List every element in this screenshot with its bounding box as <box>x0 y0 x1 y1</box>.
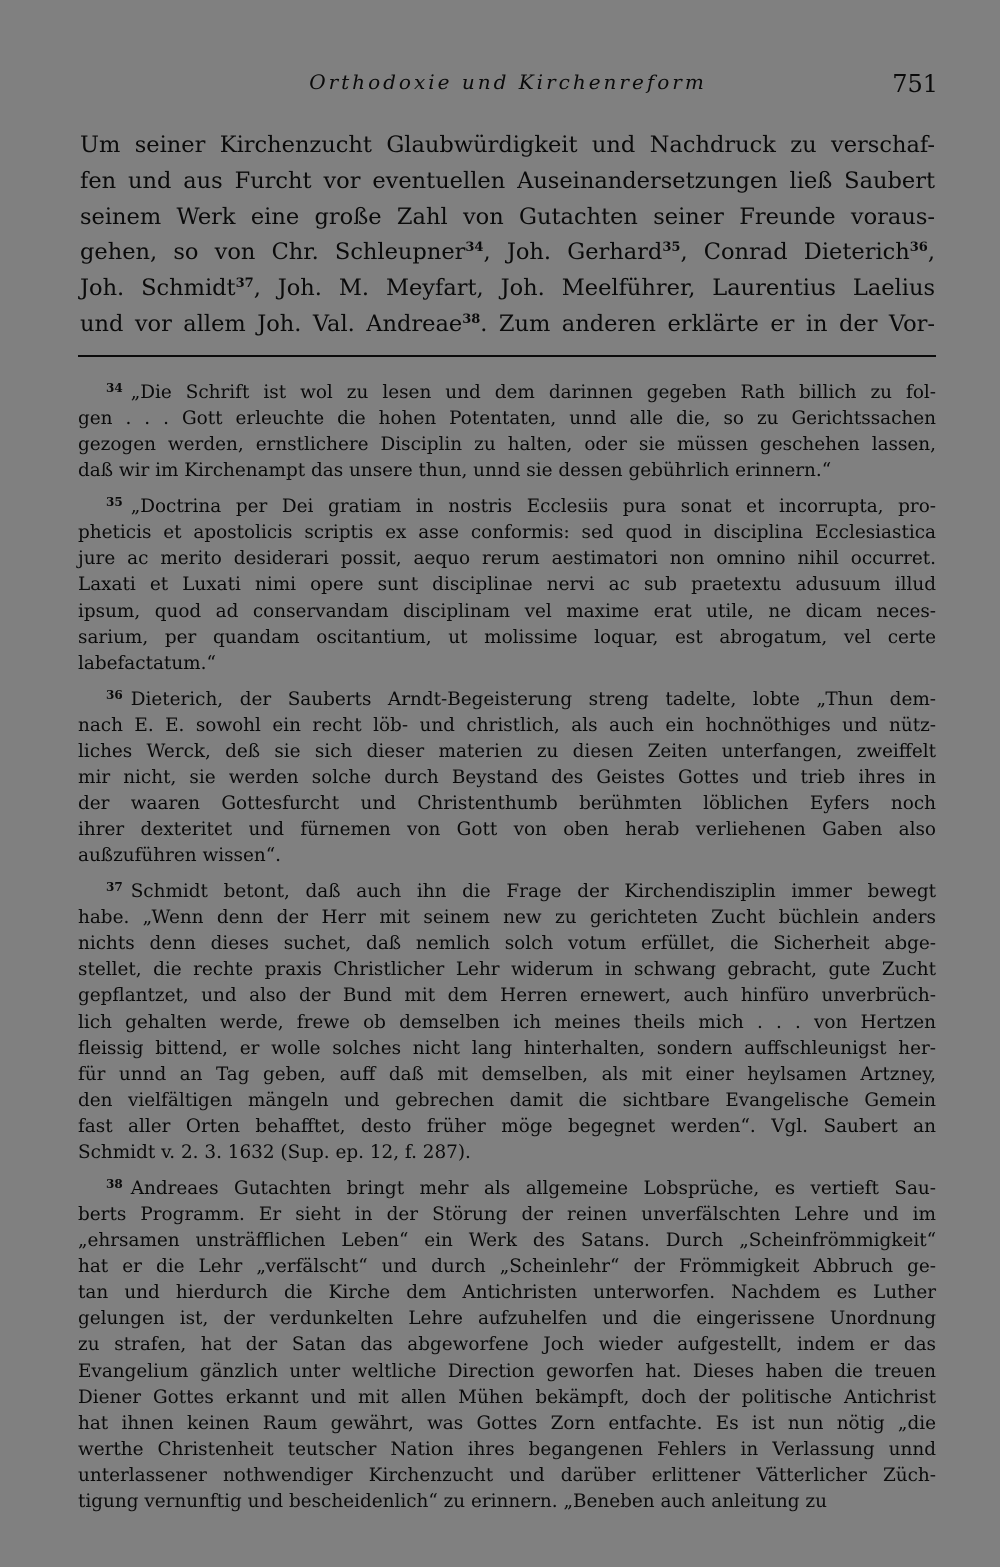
footnote-number: 35 <box>106 495 123 510</box>
footnote-line <box>78 931 936 957</box>
footnote-number: 36 <box>106 687 123 702</box>
footnote-text: gen . . . Gott erleuchte die hohen Potentaten, unnd alle die, so zu Gerichtssachen <box>78 408 936 430</box>
footnote-text: nichts denn dieses suchet, daß nemlich solch votum erfüllet, die Sicherheit abge- <box>78 933 936 955</box>
footnote-text: zu strafen, hat der Satan das abgeworfene Joch wieder aufgestellt, indem er das <box>78 1334 936 1356</box>
footnote-text: tan und hierdurch die Kirche dem Antichristen unterworfen. Nachdem es Luther <box>78 1282 936 1304</box>
footnote-line <box>78 625 936 651</box>
footnote-line <box>78 905 936 931</box>
footnote-text: daß wir im Kirchenampt das unsere thun, unnd sie dessen gebührlich erinnern.“ <box>78 460 832 482</box>
footnote-ref: 37 <box>235 276 254 292</box>
footnote-line <box>78 1437 936 1463</box>
body-text-run: , <box>927 239 935 266</box>
footnote-text: außzuführen wissen“. <box>78 845 281 867</box>
footnote <box>78 489 936 677</box>
footnote-line <box>78 739 936 765</box>
footnote-line <box>78 817 936 843</box>
footnote-text: „ehrsamen unsträfflichen Leben“ ein Werk des Satans. Durch „Scheinfrömmigkeit“ <box>78 1230 936 1252</box>
footnote-line <box>78 1254 936 1280</box>
footnote-line <box>78 406 936 432</box>
footnote-text: stellet, die rechte praxis Christlicher Lehr widerum in schwang gebracht, gute Zucht <box>78 959 936 981</box>
footnote-text: fast aller Orten behafftet, desto früher möge begegnet werden“. Vgl. Saubert an <box>78 1115 936 1137</box>
footnote <box>78 375 936 484</box>
footnote-line <box>78 1280 936 1306</box>
footnote-text: gezogen werden, ernstlichere Disciplin zu halten, oder sie müssen geschehen lassen, <box>78 434 936 456</box>
body-text-run: und vor allem Joh. Val. Andreae <box>80 310 463 337</box>
footnote <box>78 682 936 870</box>
body-text-run: gehen, so von Chr. Schleupner <box>80 239 466 266</box>
footnote-text: nach E. E. sowohl ein recht löb- und christlich, als auch ein hochnöthiges und nütz- <box>78 714 936 736</box>
footnote-line <box>78 458 936 484</box>
footnote-line <box>78 957 936 983</box>
footnote-line <box>78 682 936 713</box>
footnote-text: sarium, per quandam oscitantium, ut molissime loquar, est abrogatum, vel certe <box>78 626 936 648</box>
footnote-line <box>78 1489 936 1515</box>
footnote-text: Schmidt betont, daß auch ihn die Frage der Kirchendisziplin immer bewegt <box>130 881 936 903</box>
footnote-text: Laxati et Luxati nimi opere sunt disciplinae nervi ac sub praetextu adusuum illud <box>78 574 936 596</box>
body-line <box>80 235 935 271</box>
footnote-line <box>78 843 936 869</box>
footnote-line <box>78 983 936 1009</box>
body-line <box>80 307 935 343</box>
footnote-ref: 35 <box>662 240 681 256</box>
footnote-line <box>78 1114 936 1140</box>
footnote-text: der waaren Gottesfurcht und Christenthumb berühmten löblichen Eyfers noch <box>78 793 936 814</box>
footnote-line <box>78 1171 936 1202</box>
footnote <box>78 874 936 1166</box>
footnote-text: „Doctrina per Dei gratiam in nostris Ecclesiis pura sonat et incorrupta, pro- <box>130 496 936 518</box>
footnote-line <box>78 572 936 598</box>
footnote-line <box>78 1140 936 1166</box>
body-line <box>80 271 935 307</box>
footnote-ref: 36 <box>909 240 928 256</box>
page-number: 751 <box>892 70 938 98</box>
body-text-run: . Zum anderen erklärte er in der Vor- <box>480 310 935 337</box>
footnote-ref: 34 <box>465 240 484 256</box>
footnote-line <box>78 791 936 817</box>
footnote <box>78 1171 936 1515</box>
footnote-text: labefactatum.“ <box>78 652 216 674</box>
footnote-text: „Die Schrift ist wol zu lesen und dem darinnen gegeben Rath billich zu fol- <box>130 382 936 403</box>
footnote-text: Diener Gottes erkannt und mit allen Mühen bekämpft, doch der politische Antichrist <box>78 1386 936 1408</box>
footnote-line <box>78 489 936 520</box>
footnote-line <box>78 599 936 625</box>
footnote-line <box>78 1306 936 1332</box>
footnote-number: 37 <box>106 880 123 895</box>
footnote-text: den vielfältigen mängeln und gebrechen damit die sichtbare Evangelische Gemein <box>78 1089 936 1111</box>
footnote-line <box>78 1411 936 1437</box>
footnote-ref: 38 <box>462 311 481 327</box>
footnote-text: pheticis et apostolicis scriptis ex asse conformis: sed quod in disciplina Ecclesiastica <box>78 522 936 544</box>
footnote-line <box>78 520 936 546</box>
body-line: Um seiner Kirchenzucht Glaubwürdigkeit und Nachdruck zu verschaf- <box>80 132 935 158</box>
footnote-number: 34 <box>106 381 123 395</box>
footnote-text: unterlassener nothwendiger Kirchenzucht und darüber erlittener Vätterlicher Züch- <box>78 1464 936 1486</box>
footnote-line <box>78 1228 936 1254</box>
footnote-text: habe. „Wenn denn der Herr mit seinem new zu gerichteten Zucht büchlein anders <box>78 907 936 929</box>
footnote-text: Schmidt v. 2. 3. 1632 (Sup. ep. 12, f. 287). <box>78 1142 471 1164</box>
body-line: seinem Werk eine große Zahl von Gutachten seiner Freunde voraus- <box>80 203 935 230</box>
footnote-text: gepflantzet, und also der Bund mit dem Herren ernewert, auch hinfüro unverbrüch- <box>78 985 936 1007</box>
footnote-text: fleissig bittend, er wolle solches nicht lang hinterhalten, sondern auffschleunigst her- <box>78 1037 936 1059</box>
footnote-text: hat ihnen keinen Raum gewährt, was Gottes Zorn entfachte. Es ist nun nötig „die <box>78 1412 936 1434</box>
footnote-line <box>78 713 936 739</box>
footnote-text: für unnd an Tag geben, auff daß mit demselben, als mit einer heylsamen Artzney, <box>78 1063 936 1085</box>
footnote-text: gelungen ist, der verdunkelten Lehre aufzuhelfen und die eingerissene Unordnung <box>78 1308 936 1330</box>
footnote-line <box>78 1332 936 1358</box>
body-text-run: , Joh. Gerhard <box>483 239 663 266</box>
footnote-text: Evangelium gänzlich unter weltliche Direction geworfen hat. Dieses haben die treuen <box>78 1360 936 1382</box>
footnote-line <box>78 1010 936 1036</box>
main-paragraph <box>80 128 935 343</box>
footnote-number: 38 <box>106 1176 123 1191</box>
body-line: fen und aus Furcht vor eventuellen Auseinandersetzungen ließ Saubert <box>80 167 935 194</box>
footnote-line <box>78 1062 936 1088</box>
body-text-run: , Joh. M. Meyfart, Joh. Meelführer, Laurentius Laelius <box>253 275 935 302</box>
footnote-line <box>78 1385 936 1411</box>
footnote-text: berts Programm. Er sieht in der Störung der reinen unverfälschten Lehre und im <box>78 1204 936 1225</box>
footnote-text: tigung vernunftig und bescheidenlich“ zu erinnern. „Beneben auch anleitung zu <box>78 1491 827 1513</box>
footnote-text: mir nicht, sie werden solche durch Beystand des Geistes Gottes und trieb ihres in <box>78 766 936 788</box>
running-title: Orthodoxie und Kirchenreform <box>309 70 707 94</box>
footnote-text: ipsum, quod ad conservandam disciplinam vel maxime erat utile, ne dicam neces- <box>78 600 936 622</box>
footnote-line <box>78 546 936 572</box>
footnote-text: werthe Christenheit teutscher Nation ihres begangenen Fehlers in Verlassung unnd <box>78 1438 936 1460</box>
footnote-text: Dieterich, der Sauberts Arndt-Begeisterung streng tadelte, lobte „Thun dem- <box>130 688 936 710</box>
footnote-line <box>78 1036 936 1062</box>
footnote-text: hat er die Lehr „verfälscht“ und durch „Scheinlehr“ der Frömmigkeit Abbruch ge- <box>78 1256 936 1278</box>
footnote-line <box>78 765 936 791</box>
footnote-line <box>78 1202 936 1228</box>
body-text-run: Joh. Schmidt <box>80 275 236 302</box>
footnote-text: Andreaes Gutachten bringt mehr als allgemeine Lobsprüche, es vertieft Sau- <box>130 1177 936 1199</box>
footnote-text: ihrer dexteritet und fürnemen von Gott von oben herab verliehenen Gaben also <box>78 819 936 841</box>
footnote-line <box>78 432 936 458</box>
footnote-text: lich gehalten werde, frewe ob demselben ich meines theils mich . . . von Hertzen <box>78 1011 936 1033</box>
footnote-text: jure ac merito desiderari possit, aequo rerum aestimatori non omnino nihil occurret. <box>78 548 936 570</box>
footnote-line <box>78 1463 936 1489</box>
footnote-line <box>78 651 936 677</box>
footnotes <box>78 375 936 1520</box>
footnote-line <box>78 1088 936 1114</box>
footnote-line <box>78 1359 936 1385</box>
footnote-line <box>78 874 936 905</box>
page-header <box>78 70 938 104</box>
body-text-run: , Conrad Dieterich <box>680 239 910 266</box>
footnote-text: liches Werck, deß sie sich dieser materien zu diesen Zeiten unterfangen, zweiffelt <box>78 740 936 762</box>
footnote-line <box>78 375 936 406</box>
footnote-divider <box>78 355 936 357</box>
